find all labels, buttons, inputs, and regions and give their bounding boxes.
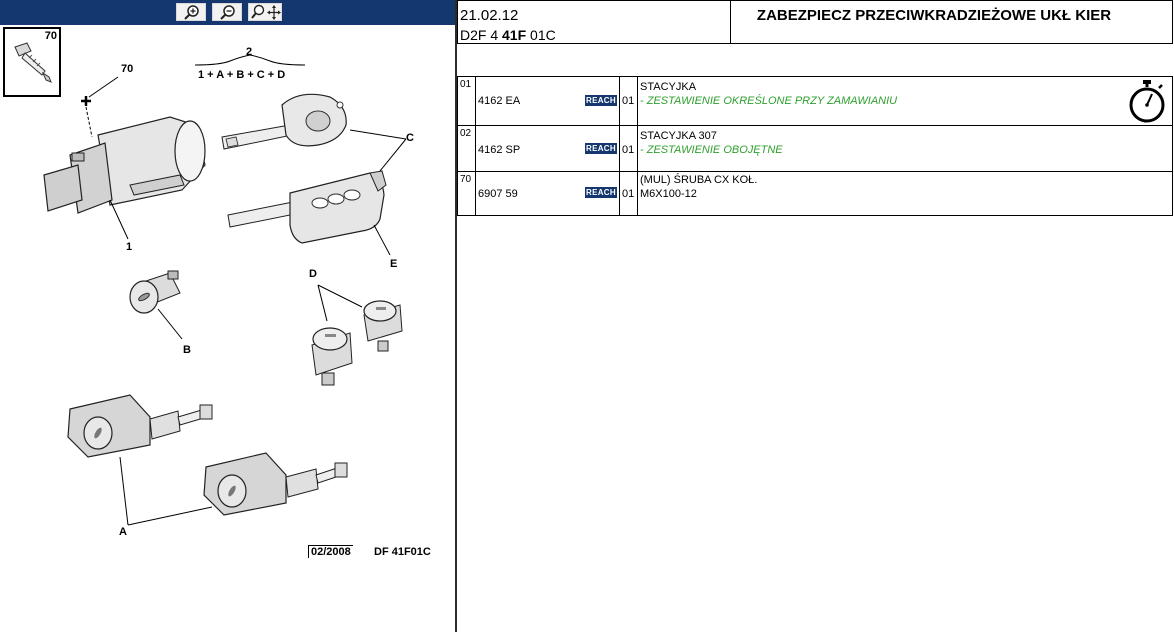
ref-suffix: 01C bbox=[526, 27, 556, 43]
zoom-in-button[interactable] bbox=[176, 3, 206, 21]
part-description bbox=[640, 129, 783, 157]
diagram-pane bbox=[0, 0, 455, 632]
row-index: 01 bbox=[458, 77, 476, 125]
part-note: - ZESTAWIENIE OKREŚLONE PRZY ZAMAWIANIU bbox=[640, 95, 898, 107]
reach-badge: REACH bbox=[586, 188, 616, 197]
label-e: E bbox=[390, 258, 398, 270]
part-name: STACYJKA bbox=[640, 81, 697, 93]
row-index: 02 bbox=[458, 126, 476, 171]
part-description bbox=[640, 80, 897, 108]
zoom-out-button[interactable] bbox=[212, 3, 242, 21]
door-lock-cylinders-drawing bbox=[68, 395, 347, 515]
ref-prefix: D2F 4 bbox=[460, 27, 503, 43]
page-title: ZABEZPIECZ PRZECIWKRADZIEŻOWE UKŁ KIER bbox=[756, 7, 1112, 24]
reach-badge: REACH bbox=[586, 96, 616, 105]
part-name: (MUL) ŚRUBA CX KOŁ. bbox=[640, 174, 758, 186]
zoom-move-button[interactable] bbox=[248, 3, 282, 21]
quantity: 01 bbox=[622, 144, 635, 156]
column-separator bbox=[619, 126, 620, 171]
column-separator bbox=[619, 172, 620, 215]
column-separator bbox=[637, 126, 638, 171]
catalog-reference bbox=[460, 27, 556, 43]
table-row[interactable] bbox=[457, 76, 1173, 125]
column-separator bbox=[637, 172, 638, 215]
lock-barrel-drawing bbox=[130, 271, 180, 313]
part-reference[interactable]: 4162 EA bbox=[478, 95, 521, 107]
diagram-toolbar bbox=[0, 0, 455, 25]
column-separator bbox=[619, 77, 620, 125]
quantity: 01 bbox=[622, 95, 635, 107]
row-index: 70 bbox=[458, 172, 476, 215]
key-drawing bbox=[222, 94, 346, 149]
label-formula: 1 + A + B + C + D bbox=[198, 69, 286, 81]
reach-badge: REACH bbox=[586, 144, 616, 153]
diagram-date-stamp: 02/2008 bbox=[308, 545, 353, 558]
part-reference[interactable]: 4162 SP bbox=[478, 144, 521, 156]
zoom-move-icon bbox=[249, 4, 283, 20]
label-a: A bbox=[119, 526, 127, 538]
label-c: C bbox=[406, 132, 414, 144]
table-row[interactable] bbox=[457, 171, 1173, 216]
stopwatch-icon[interactable] bbox=[1127, 79, 1167, 123]
ref-group: 41F bbox=[502, 27, 527, 43]
label-70: 70 bbox=[121, 63, 134, 75]
part-description bbox=[640, 173, 757, 201]
column-separator bbox=[637, 77, 638, 125]
label-b: B bbox=[183, 344, 191, 356]
label-d: D bbox=[309, 268, 317, 280]
part-note: - ZESTAWIENIE OBOJĘTNE bbox=[640, 144, 783, 156]
table-row[interactable] bbox=[457, 125, 1173, 171]
diagram-code: DF 41F01C bbox=[374, 546, 431, 558]
part-name: STACYJKA 307 bbox=[640, 130, 717, 142]
catalog-date: 21.02.12 bbox=[460, 7, 519, 24]
label-1: 1 bbox=[126, 241, 133, 253]
label-2: 2 bbox=[246, 46, 253, 58]
remote-key-drawing bbox=[228, 171, 386, 243]
zoom-out-icon bbox=[213, 4, 243, 20]
thumbnail-number: 70 bbox=[44, 30, 57, 42]
part-detail: M6X100-12 bbox=[640, 188, 697, 200]
quantity: 01 bbox=[622, 188, 635, 200]
parts-table bbox=[457, 76, 1173, 216]
zoom-in-icon bbox=[177, 4, 207, 20]
ignition-switch-drawing bbox=[44, 117, 205, 213]
exploded-parts-diagram bbox=[0, 25, 455, 625]
parts-pane bbox=[457, 0, 1174, 632]
catalog-header bbox=[457, 0, 1173, 44]
part-reference[interactable]: 6907 59 bbox=[478, 188, 518, 200]
